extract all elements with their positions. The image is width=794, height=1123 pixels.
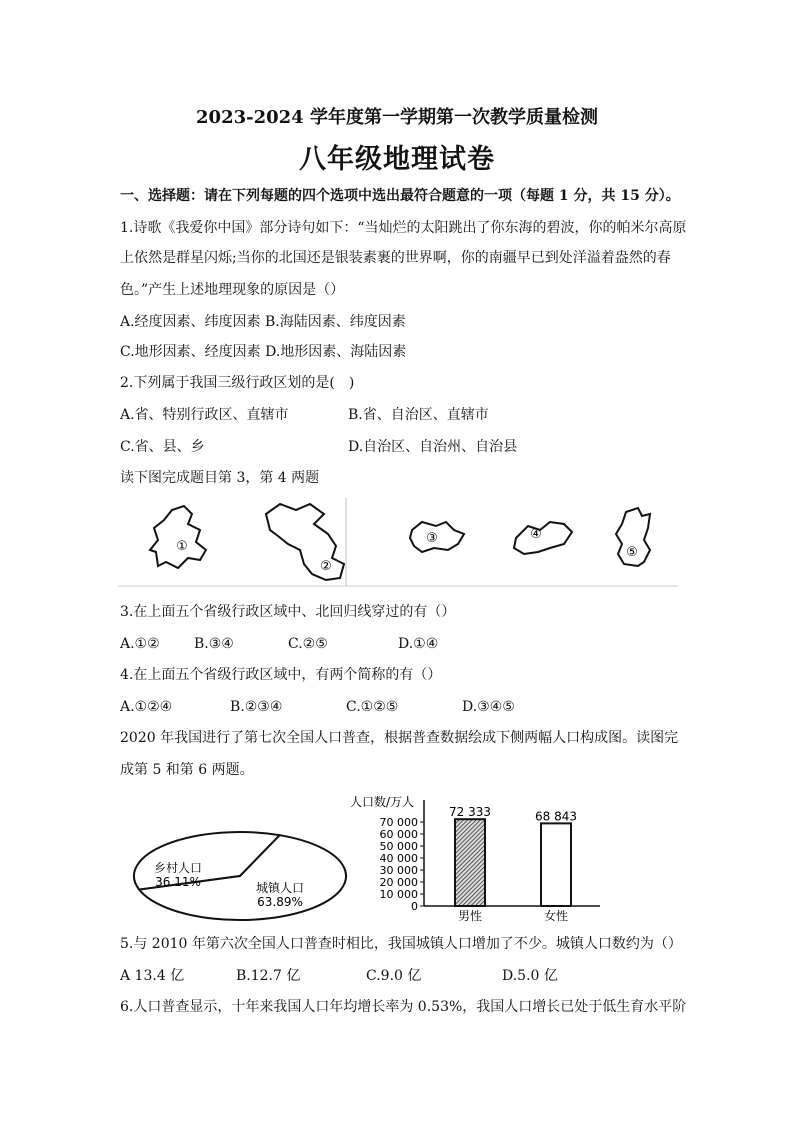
province-label-3: ③	[426, 531, 438, 546]
census-intro-line2: 成第 5 和第 6 两题。	[120, 762, 254, 778]
q5-option-a: A 13.4 亿	[120, 968, 185, 984]
bar-female	[541, 823, 571, 906]
urban-rural-pie-chart	[130, 828, 350, 924]
bar-chart-ylabel: 人口数/万人	[350, 795, 415, 809]
q3-stem: 3.在上面五个省级行政区域中、北回归线穿过的有（）	[120, 604, 456, 620]
y-tick-label: 30 000	[379, 864, 418, 877]
bar-value-label: 68 843	[535, 809, 577, 824]
q3-option-d: D.①④	[398, 636, 439, 652]
map-intro: 读下图完成题目第 3，第 4 两题	[120, 470, 320, 486]
q4-option-c: C.①②⑤	[346, 699, 399, 715]
exam-subtitle: 八年级地理试卷	[299, 144, 495, 175]
q5-option-d: D.5.0 亿	[502, 968, 558, 984]
province-map	[118, 494, 678, 590]
y-tick-label: 60 000	[379, 828, 418, 841]
bar-category-label: 女性	[543, 909, 569, 923]
bar-category-label: 男性	[457, 909, 483, 923]
q4-option-b: B.②③④	[230, 699, 283, 715]
y-tick-label: 70 000	[379, 816, 418, 829]
q1-stem-line3: 色。”产生上述地理现象的原因是（）	[120, 282, 345, 298]
q4-option-d: D.③④⑤	[462, 699, 515, 715]
bar-value-label: 72 333	[449, 805, 491, 820]
q3-option-a: A.①②	[120, 636, 160, 652]
pie-label-urban: 城镇人口	[255, 881, 305, 895]
province-label-5: ⑤	[626, 545, 638, 560]
y-tick-label: 40 000	[379, 852, 418, 865]
q2-option-d: D.自治区、自治州、自治县	[348, 439, 518, 455]
q4-option-a: A.①②④	[120, 699, 173, 715]
y-tick-label: 10 000	[379, 888, 418, 901]
q5-option-b: B.12.7 亿	[236, 968, 301, 984]
province-2-outline	[266, 504, 344, 580]
q1-stem-line2: 上依然是群星闪烁;当你的北国还是银装素裹的世界啊，你的南疆早已到处洋溢着盎然的春	[120, 250, 671, 266]
province-4-outline	[514, 522, 572, 554]
exam-title: 2023-2024 学年度第一学期第一次教学质量检测	[196, 107, 598, 128]
y-tick-label: 0	[411, 900, 418, 913]
q5-stem: 5.与 2010 年第六次全国人口普查时相比，我国城镇人口增加了不少。城镇人口数约为（）	[120, 936, 682, 952]
q1-options-ab: A.经度因素、纬度因素 B.海陆因素、纬度因素	[120, 314, 406, 330]
pie-label-rural: 乡村人口	[153, 861, 203, 875]
q2-option-c: C.省、县、乡	[120, 439, 205, 455]
province-label-1: ①	[176, 539, 188, 554]
q4-stem: 4.在上面五个省级行政区域中，有两个简称的有（）	[120, 667, 442, 683]
bar-male	[455, 819, 485, 906]
y-tick-label: 20 000	[379, 876, 418, 889]
province-label-4: ④	[530, 527, 542, 542]
pie-value-rural: 36.11%	[155, 875, 201, 889]
province-label-2: ②	[320, 559, 332, 574]
census-intro-line1: 2020 年我国进行了第七次全国人口普查，根据普查数据绘成下侧两幅人口构成图。读图完	[120, 730, 679, 746]
q6-stem-line1: 6.人口普查显示，十年来我国人口年均增长率为 0.53%，我国人口增长已处于低生育水平阶	[120, 999, 687, 1015]
q3-option-b: B.③④	[194, 636, 234, 652]
q2-stem: 2.下列属于我国三级行政区划的是( )	[120, 375, 355, 391]
section-heading: 一、选择题：请在下列每题的四个选项中选出最符合题意的一项（每题 1 分，共 15 分）。	[120, 188, 680, 204]
q1-stem-line1: 1.诗歌《我爱你中国》部分诗句如下：“当灿烂的太阳跳出了你东海的碧波，你的帕米尔高原	[120, 220, 687, 236]
population-gender-bar-chart	[340, 790, 640, 930]
pie-value-urban: 63.89%	[257, 895, 303, 909]
province-1-outline	[150, 506, 206, 568]
q5-option-c: C.9.0 亿	[366, 968, 422, 984]
y-tick-label: 50 000	[379, 840, 418, 853]
q1-options-cd: C.地形因素、经度因素 D.地形因素、海陆因素	[120, 344, 407, 360]
q2-option-b: B.省、自治区、直辖市	[348, 407, 489, 423]
q3-option-c: C.②⑤	[288, 636, 328, 652]
q2-option-a: A.省、特别行政区、直辖市	[120, 407, 289, 423]
